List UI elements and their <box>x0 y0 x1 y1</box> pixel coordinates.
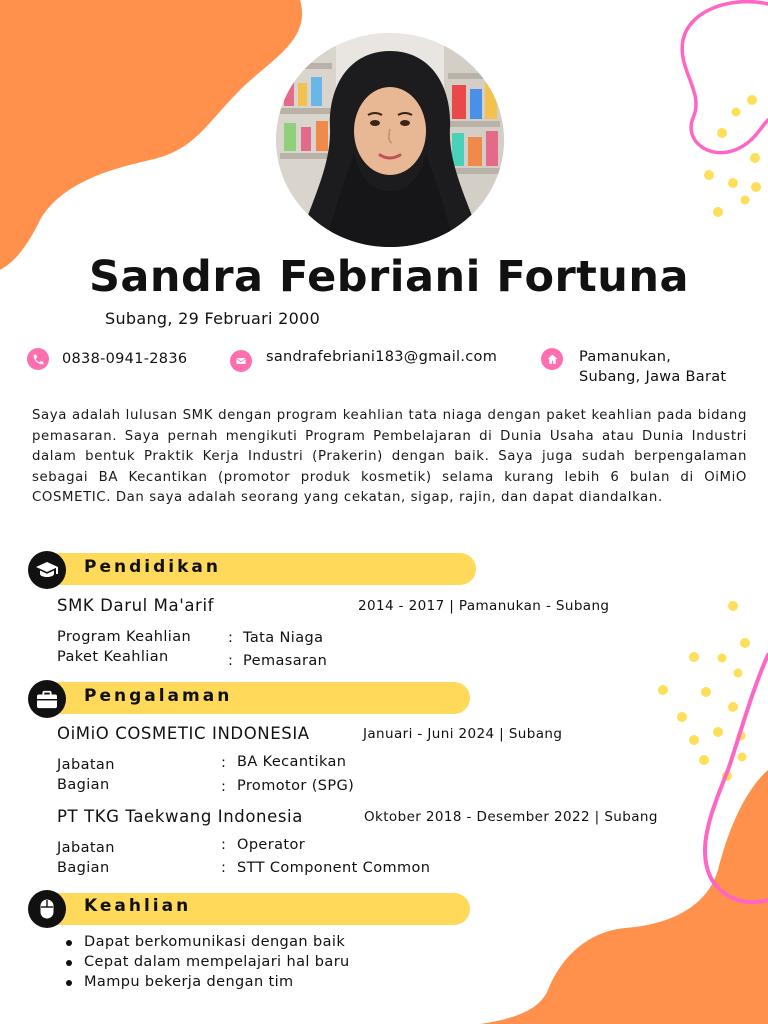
skill-item: Mampu bekerja dengan tim <box>66 972 350 992</box>
job-1-label-division: Bagian <box>57 777 110 793</box>
job-period-1: Januari - Juni 2024 | Subang <box>363 726 563 742</box>
job-period-2: Oktober 2018 - Desember 2022 | Subang <box>364 809 658 825</box>
skill-item: Dapat berkomunikasi dengan baik <box>66 932 350 952</box>
colon: : <box>221 860 226 876</box>
full-name: Sandra Febriani Fortuna <box>88 252 690 302</box>
email-address: sandrafebriani183@gmail.com <box>266 349 498 365</box>
job-2-label-position: Jabatan <box>57 840 115 856</box>
education-label-program: Program Keahlian <box>57 629 192 645</box>
address-line-1: Pamanukan, <box>579 349 672 365</box>
briefcase-icon <box>28 680 66 718</box>
colon: : <box>221 755 226 771</box>
top-left-orange-blob <box>0 0 302 270</box>
job-2-value-division: STT Component Common <box>237 860 431 876</box>
home-icon <box>541 348 563 370</box>
education-label-package: Paket Keahlian <box>57 649 169 665</box>
skill-item: Cepat dalam mempelajari hal baru <box>66 952 350 972</box>
job-2-label-division: Bagian <box>57 860 110 876</box>
address-line-2: Subang, Jawa Barat <box>579 369 727 385</box>
colon: : <box>228 630 233 646</box>
graduation-cap-icon <box>28 551 66 589</box>
address <box>579 347 726 387</box>
bottom-right-yellow-dots <box>658 601 750 781</box>
profile-photo <box>276 33 504 247</box>
school-period: 2014 - 2017 | Pamanukan - Subang <box>358 598 610 614</box>
company-name-1: OiMiO COSMETIC INDONESIA <box>57 724 310 743</box>
colon: : <box>228 653 233 669</box>
colon: : <box>221 779 226 795</box>
education-value-program: Tata Niaga <box>243 630 324 646</box>
colon: : <box>221 837 226 853</box>
profile-summary: Saya adalah lulusan SMK dengan program keahlian tata niaga dengan paket keahlian pada bidang pemasaran. Saya pernah mengikuti Program Pembelajaran di Dunia Usaha atau Dunia Industri dalam bentuk Praktik Kerja Industri (Prakerin) dengan baik. Saya juga sudah berpengalaman sebagai BA Kecantikan (promotor produk kosmetik) selama kurang lebih 6 bulan di OiMiO COSMETIC. Dan saya adalah seorang yang cekatan, sigap, rajin, dan dapat diandalkan. <box>32 408 747 505</box>
top-right-yellow-dots <box>704 95 761 217</box>
job-1-label-position: Jabatan <box>57 757 115 773</box>
job-2-value-position: Operator <box>237 837 306 853</box>
experience-title: Pengalaman <box>84 686 233 706</box>
education-value-package: Pemasaran <box>243 653 328 669</box>
company-name-2: PT TKG Taekwang Indonesia <box>57 807 303 826</box>
skills-list <box>66 932 350 992</box>
school-name: SMK Darul Ma'arif <box>57 596 215 615</box>
phone-icon <box>27 348 49 370</box>
skills-title: Keahlian <box>84 896 192 916</box>
profile-photo-illustration <box>276 33 504 247</box>
phone-number: 0838-0941-2836 <box>62 351 188 367</box>
birth-place-date: Subang, 29 Februari 2000 <box>105 309 321 328</box>
mail-icon <box>230 350 252 372</box>
education-title: Pendidikan <box>84 557 221 577</box>
job-1-value-position: BA Kecantikan <box>237 754 347 770</box>
mouse-icon <box>28 890 66 928</box>
job-1-value-division: Promotor (SPG) <box>237 778 355 794</box>
